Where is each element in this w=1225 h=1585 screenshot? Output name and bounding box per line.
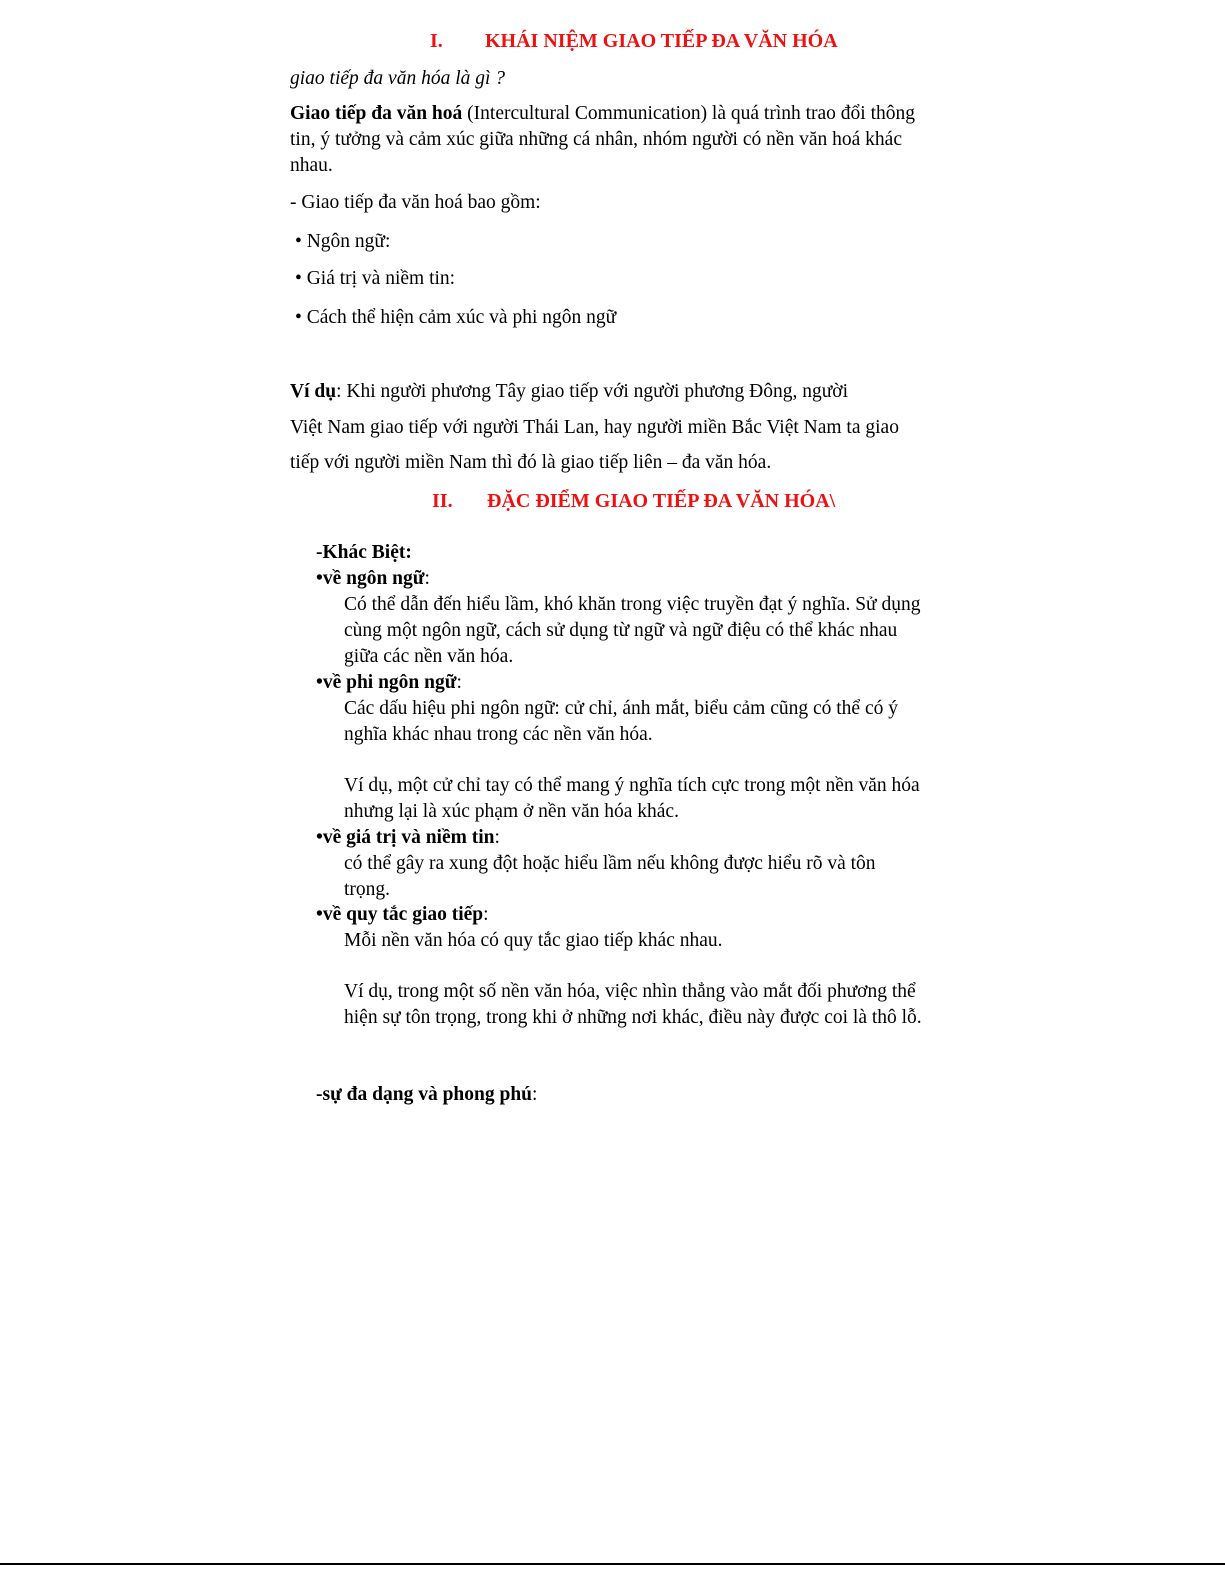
language-heading: •về ngôn ngữ:: [316, 568, 430, 589]
page-bottom-border: [0, 1563, 1225, 1565]
nonverbal-heading: •về phi ngôn ngữ:: [316, 672, 462, 693]
values-text-2: trọng.: [344, 879, 391, 900]
values-text-1: có thể gây ra xung đột hoặc hiểu lầm nếu không được hiểu rõ và tôn: [344, 853, 876, 874]
section-1-number: I.: [430, 30, 443, 52]
differences-label: -Khác Biệt:: [316, 542, 412, 563]
definition-line-3: nhau.: [290, 155, 333, 176]
example-line-1: [290, 380, 848, 404]
rules-heading: •về quy tắc giao tiếp:: [316, 904, 489, 925]
section-1-heading: [430, 29, 838, 53]
nonverbal-example-1: Ví dụ, một cử chỉ tay có thể mang ý nghĩa tích cực trong một nền văn hóa: [344, 775, 920, 796]
nonverbal-text-2: nghĩa khác nhau trong các nền văn hóa.: [344, 724, 653, 745]
language-text-1: Có thể dẫn đến hiểu lầm, khó khăn trong việc truyền đạt ý nghĩa. Sử dụng: [344, 594, 921, 615]
language-text-3: giữa các nền văn hóa.: [344, 646, 514, 667]
values-heading: •về giá trị và niềm tin:: [316, 827, 500, 848]
nonverbal-text-1: Các dấu hiệu phi ngôn ngữ: cử chỉ, ánh mắt, biểu cảm cũng có thể có ý: [344, 698, 898, 719]
example-line-2: Việt Nam giao tiếp với người Thái Lan, hay người miền Bắc Việt Nam ta giao: [290, 417, 899, 438]
definition-line-2: tin, ý tưởng và cảm xúc giữa những cá nhân, nhóm người có nền văn hoá khác: [290, 129, 902, 150]
section-2-number: II.: [432, 490, 453, 512]
section-1-title: KHÁI NIỆM GIAO TIẾP ĐA VĂN HÓA: [485, 30, 838, 52]
language-text-2: cùng một ngôn ngữ, cách sử dụng từ ngữ và ngữ điệu có thể khác nhau: [344, 620, 898, 641]
rules-example-2: hiện sự tôn trọng, trong khi ở những nơi khác, điều này được coi là thô lỗ.: [344, 1007, 922, 1028]
example-text-1: : Khi người phương Tây giao tiếp với người phương Đông, người: [336, 381, 848, 402]
section-2-title: ĐẶC ĐIỂM GIAO TIẾP ĐA VĂN HÓA\: [487, 490, 836, 512]
question-line: giao tiếp đa văn hóa là gì ?: [290, 68, 506, 89]
example-line-3: tiếp với người miền Nam thì đó là giao tiếp liên – đa văn hóa.: [290, 452, 772, 473]
rules-example-1: Ví dụ, trong một số nền văn hóa, việc nhìn thẳng vào mắt đối phương thể: [344, 981, 916, 1002]
definition-text-1: (Intercultural Communication) là quá trình trao đổi thông: [462, 103, 916, 124]
includes-label: - Giao tiếp đa văn hoá bao gồm:: [290, 192, 541, 213]
nonverbal-example-2: nhưng lại là xúc phạm ở nền văn hóa khác.: [344, 801, 679, 822]
bullet-item: • Cách thể hiện cảm xúc và phi ngôn ngữ: [295, 307, 617, 328]
bullet-item: • Giá trị và niềm tin:: [295, 268, 456, 289]
rules-text-1: Mỗi nền văn hóa có quy tắc giao tiếp khác nhau.: [344, 930, 723, 951]
diversity-heading: -sự đa dạng và phong phú:: [316, 1084, 538, 1105]
definition-line-1: [290, 102, 915, 126]
definition-term: Giao tiếp đa văn hoá: [290, 103, 463, 124]
section-2-heading: [432, 489, 835, 513]
example-label: Ví dụ: [290, 381, 337, 402]
bullet-item: • Ngôn ngữ:: [295, 231, 391, 252]
